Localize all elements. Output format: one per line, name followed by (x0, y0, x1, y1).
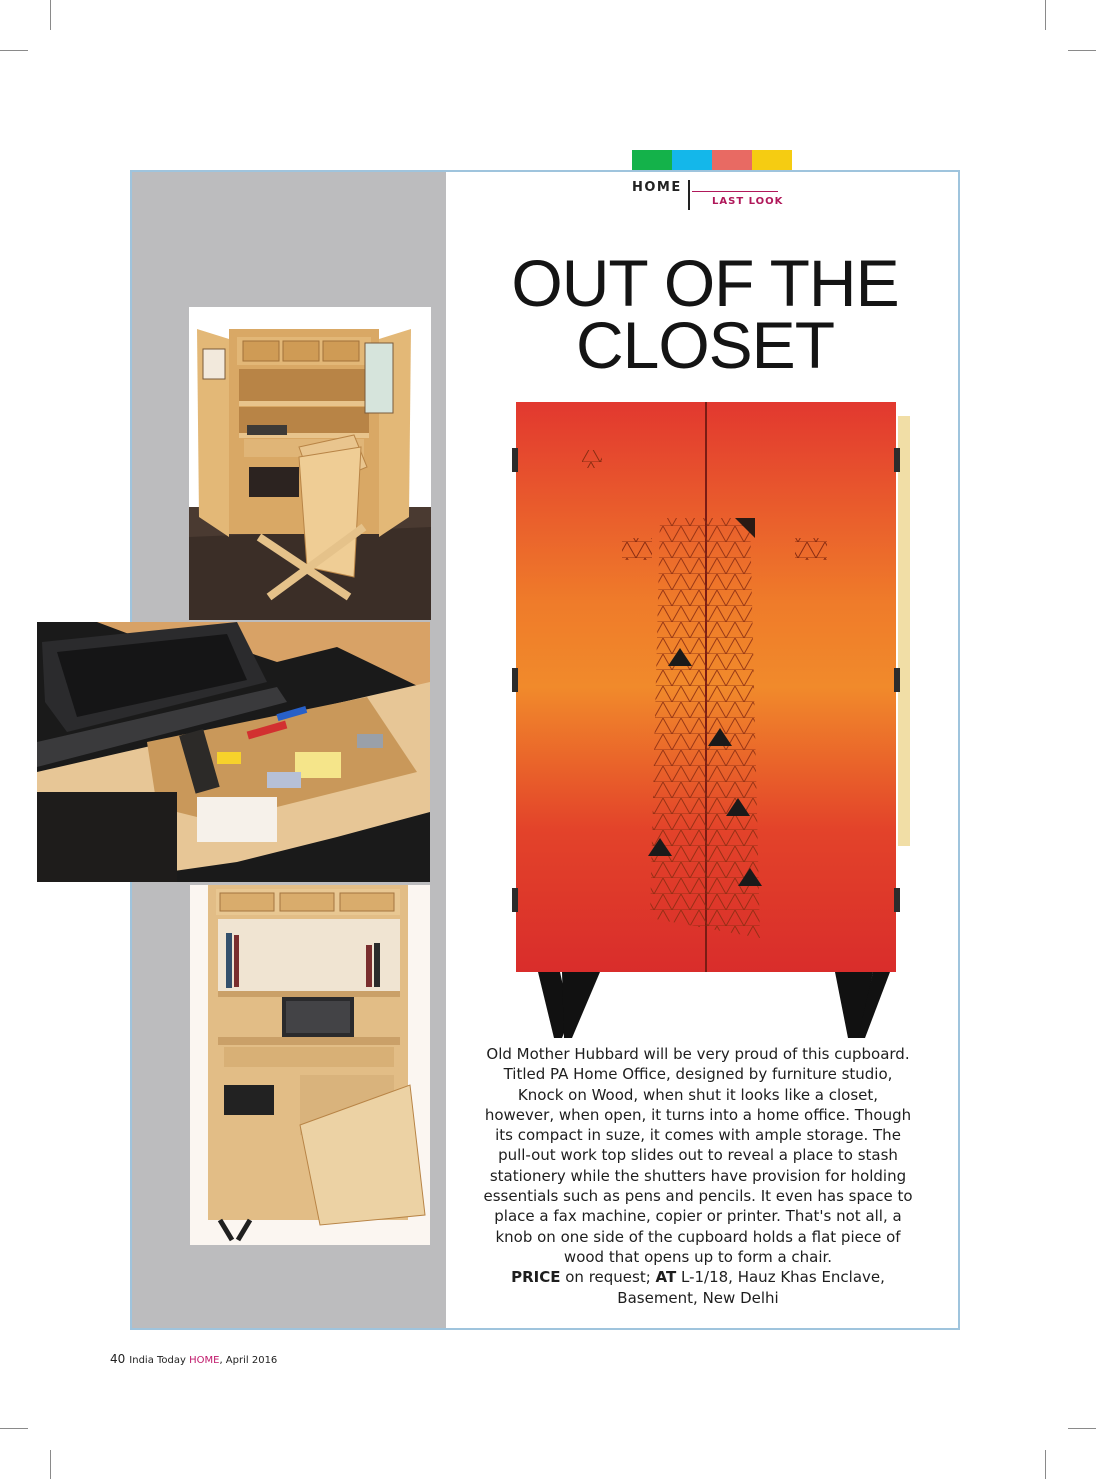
crop-mark (50, 1450, 51, 1479)
photo-pullout-desk (37, 622, 430, 882)
body-line: stationery while the shutters have provision for holding (489, 1166, 907, 1185)
body-line: Knock on Wood, when shut it looks like a closet, (517, 1085, 879, 1104)
section-label: HOME (632, 180, 682, 195)
publication-prefix: India Today (129, 1355, 190, 1366)
publication-brand: HOME (189, 1355, 220, 1366)
crop-mark (1068, 1428, 1096, 1429)
body-line: Titled PA Home Office, designed by furniture studio, (503, 1065, 893, 1084)
color-tab (672, 150, 712, 170)
headline-line: OUT OF THE (511, 246, 899, 320)
color-tab (752, 150, 792, 170)
body-line: wood that opens up to form a chair. (563, 1247, 833, 1266)
crop-mark (1068, 50, 1096, 51)
body-line: essentials such as pens and pencils. It even has space to (483, 1187, 913, 1206)
color-tab (632, 150, 672, 170)
body-line: knob on one side of the cupboard holds a flat piece of (495, 1227, 901, 1246)
subsection-label: LAST LOOK (712, 196, 784, 207)
section-rule (692, 191, 778, 192)
issue-date: , April 2016 (219, 1355, 278, 1366)
body-line: its compact in suze, it comes with ample storage. The (495, 1126, 901, 1145)
body-line: place a fax machine, copier or printer. That's not all, a (494, 1207, 902, 1226)
at-label: AT (655, 1268, 677, 1287)
section-divider (688, 180, 690, 210)
crop-mark (0, 50, 28, 51)
photo-red-closet (510, 398, 915, 1038)
color-tabs (632, 150, 792, 170)
article-body (452, 1044, 944, 1308)
photo-open-cabinet (189, 307, 431, 620)
body-line: pull-out work top slides out to reveal a place to stash (498, 1146, 898, 1165)
color-tab (712, 150, 752, 170)
crop-mark (50, 0, 51, 30)
address-line1: L-1/18, Hauz Khas Enclave, (676, 1268, 885, 1287)
price-text: on request; (560, 1268, 656, 1287)
crop-mark (0, 1428, 28, 1429)
page-number: 40 (110, 1352, 126, 1366)
headline (470, 246, 940, 382)
page-footer (110, 1352, 277, 1366)
photo-home-office (190, 885, 430, 1245)
price-line (452, 1267, 944, 1287)
crop-mark (1045, 1450, 1046, 1479)
price-label: PRICE (511, 1268, 561, 1287)
headline-line: CLOSET (575, 308, 835, 382)
crop-mark (1045, 0, 1046, 30)
body-line: however, when open, it turns into a home office. Though (484, 1105, 912, 1124)
body-line: Old Mother Hubbard will be very proud of this cupboard. (486, 1045, 910, 1063)
address-line2: Basement, New Delhi (617, 1288, 779, 1307)
